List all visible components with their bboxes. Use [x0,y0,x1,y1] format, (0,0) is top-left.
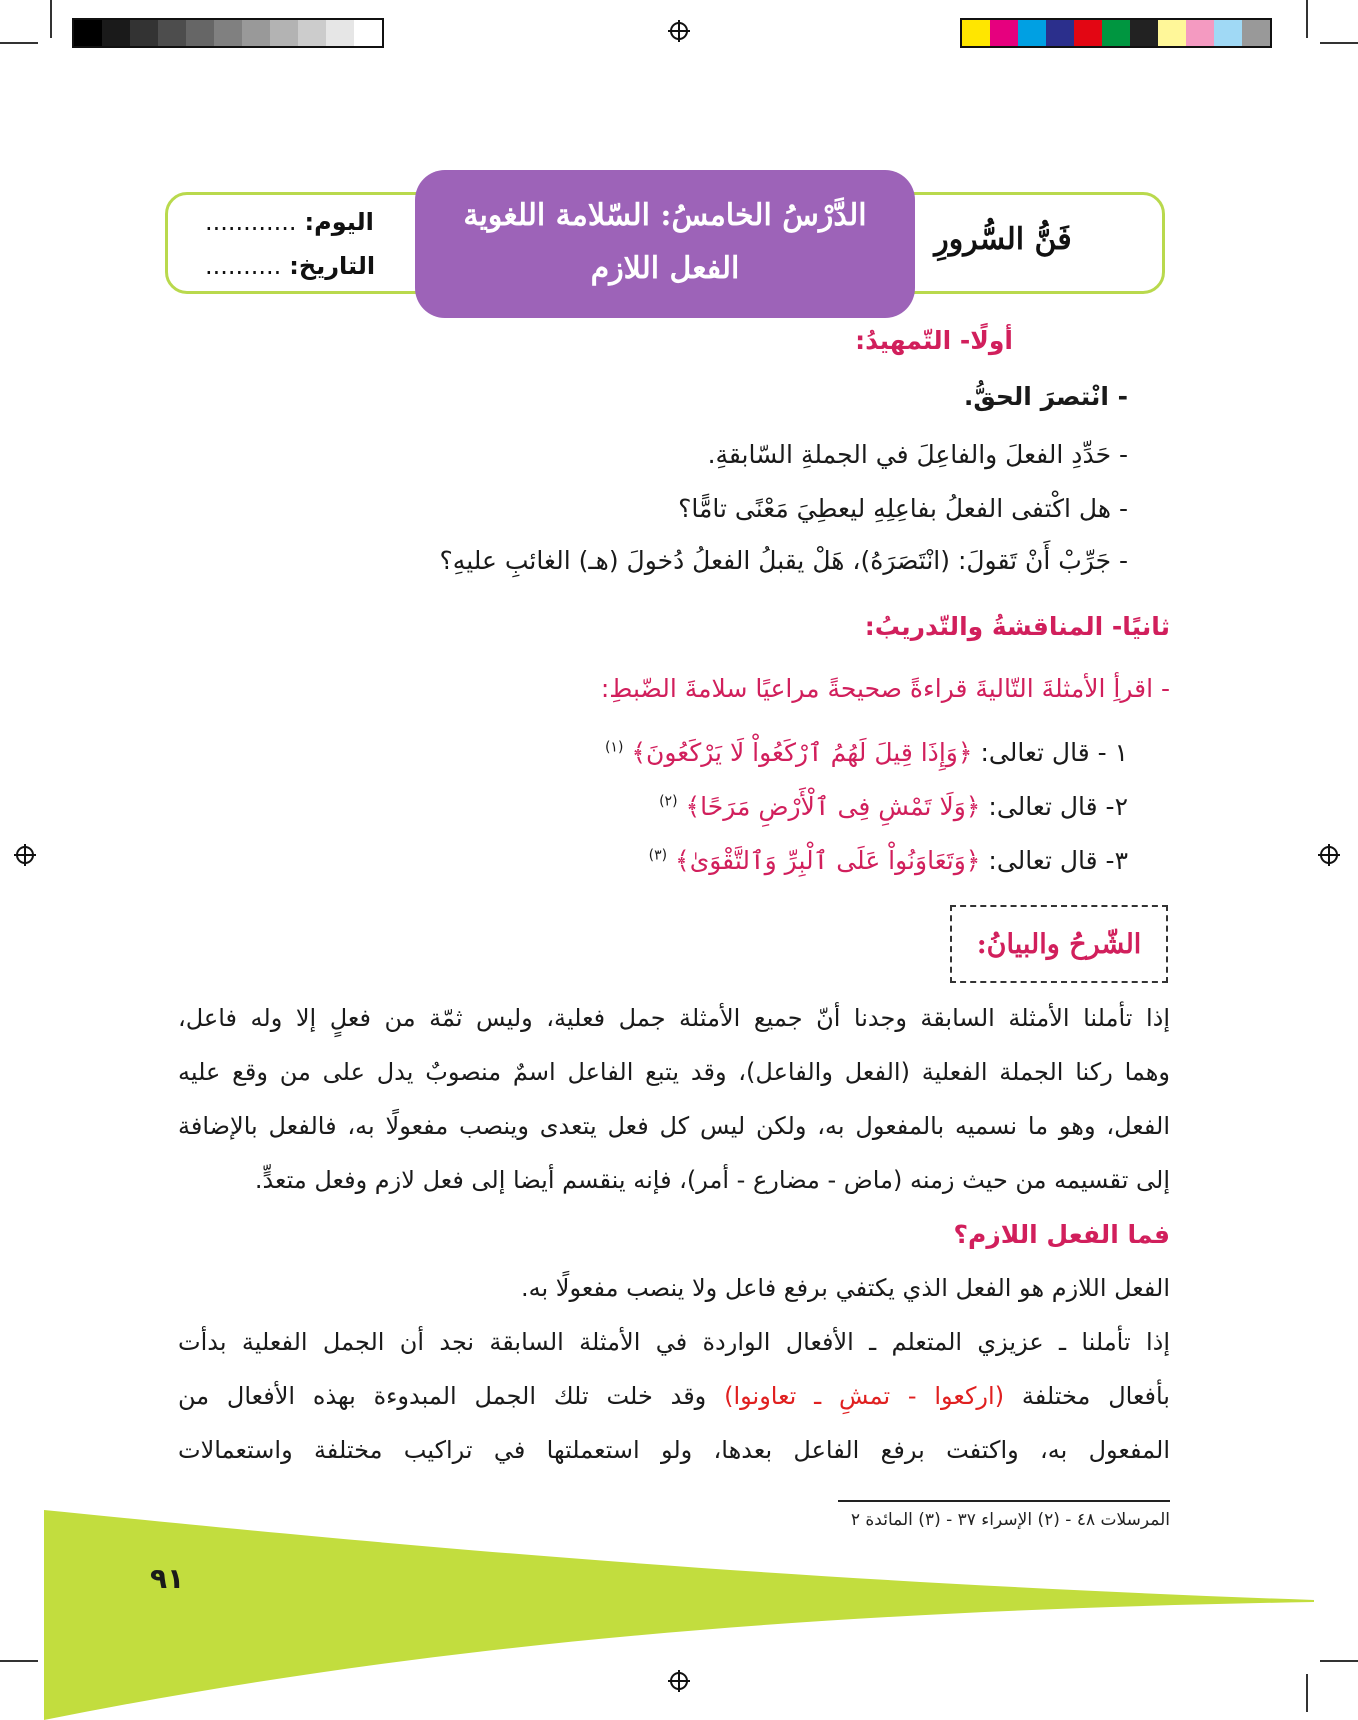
paragraph-line: إذا تأملنا الأمثلة السابقة وجدنا أنّ جميع الأمثلة جمل فعلية، وليس ثمّة من فعلٍ إلا وله فاعل، [178,1004,1170,1032]
day-field [205,208,374,236]
crop-mark [50,0,52,38]
question-1: - حَدِّدِ الفعلَ والفاعِلَ في الجملةِ السّابقةِ. [707,440,1128,469]
example-1 [605,738,1128,767]
question-2: - هل اكْتفى الفعلُ بفاعِلِهِ ليعطِيَ مَعْنًى تامًّا؟ [678,494,1128,523]
explanation-heading: الشّرحُ والبيانُ: [976,928,1142,960]
example-2 [659,792,1128,821]
crop-mark [1320,42,1358,44]
date-dots: .......... [205,252,282,280]
color-calibration-bar [960,18,1272,48]
paragraph-line: المفعول به، واكتفت برفع الفاعل بعدها، ولو استعملتها في تراكيب مختلفة واستعمالات [178,1436,1170,1464]
example-prefix: ٣- قال تعالى: [988,846,1128,875]
crop-mark [0,1660,38,1662]
quran-verse: ﴿وَإِذَا قِيلَ لَهُمُ ٱرْكَعُواْ لَا يَرْكَعُونَ﴾ [631,738,973,767]
reading-instruction: - اقرأِ الأمثلةَ التّاليةَ قراءةً صحيحةً مراعيًا سلامةَ الضّبطِ: [600,674,1170,703]
page-number: ٩١ [150,1562,185,1595]
question-heading: فما الفعل اللازم؟ [953,1220,1170,1249]
grayscale-bar [72,18,384,48]
footnote-ref: (٣) [648,847,668,864]
paragraph-line: الفعل، وهو ما نسميه بالمفعول به، ولكن ليس كل فعل يتعدى وينصب مفعولًا به، فالفعل بالإضافة [178,1112,1170,1140]
question-3: - جَرِّبْ أَنْ تَقولَ: (انْتَصَرَهُ)، هَلْ يقبلُ الفعلُ دُخولَ (هـ) الغائبِ عليهِ؟ [439,546,1128,575]
day-dots: ............ [205,208,297,236]
quran-verse: ﴿وَتَعَاوَنُواْ عَلَى ٱلْبِرِّ وَٱلتَّقْوَىٰ﴾ [675,846,981,875]
definition-line: الفعل اللازم هو الفعل الذي يكتفي برفع فاعل ولا ينصب مفعولًا به. [520,1274,1170,1302]
section-two-heading: ثانيًا- المناقشةُ والتّدريبُ: [864,612,1170,641]
date-label: التاريخ: [289,252,376,280]
example-prefix: ٢- قال تعالى: [988,792,1128,821]
footnote-ref: (١) [604,739,624,756]
example-sentence: - انْتصرَ الحقُّ. [963,382,1128,411]
crop-mark [1306,0,1308,38]
paragraph-line [178,1382,1170,1410]
paragraph-line: إلى تقسيمه من حيث زمنه (ماض - مضارع - أمر)، فإنه ينقسم أيضا إلى فعل لازم وفعل متعدٍّ. [254,1166,1170,1194]
day-label: اليوم: [304,208,374,236]
section-one-heading: أولًا- التّمهيدُ: [855,326,1013,355]
footnote-divider [838,1500,1170,1502]
paragraph-line: وهما ركنا الجملة الفعلية (الفعل والفاعل)، وقد يتبع الفاعل اسمٌ منصوبٌ يدل على من وقع عليه [178,1058,1170,1086]
registration-mark-icon [1318,844,1340,866]
highlighted-verbs: (اركعوا - تمشِ ـ تعاونوا) [724,1382,1005,1410]
lesson-topic: الفعل اللازم [590,251,740,286]
example-3 [649,846,1128,875]
paragraph-line: إذا تأملنا ـ عزيزي المتعلم ـ الأفعال الواردة في الأمثلة السابقة نجد أن الجمل الفعلية بدأت [178,1328,1170,1356]
registration-mark-icon [668,20,690,42]
example-prefix: ١ - قال تعالى: [980,738,1128,767]
crop-mark [1320,1660,1358,1662]
explanation-heading-box [950,905,1168,983]
quran-verse: ﴿وَلَا تَمْشِ فِى ٱلْأَرْضِ مَرَحًا﴾ [685,792,981,821]
paragraph-text: وقد خلت تلك الجمل المبدوءة بهذه الأفعال من [178,1382,707,1410]
lesson-title-banner [415,170,915,318]
registration-mark-icon [14,844,36,866]
decorative-green-band [44,1510,1314,1720]
book-title: فَنُّ السُّرورِ [934,222,1072,257]
footnote: المرسلات ٤٨ - (٢) الإسراء ٣٧ - (٣) المائدة ٢ [850,1510,1170,1530]
paragraph-text: بأفعال مختلفة [1021,1382,1170,1410]
crop-mark [0,42,38,44]
date-field [205,252,375,280]
lesson-title: الدَّرْسُ الخامسُ: السّلامة اللغوية [463,198,867,233]
footnote-ref: (٢) [659,793,678,810]
